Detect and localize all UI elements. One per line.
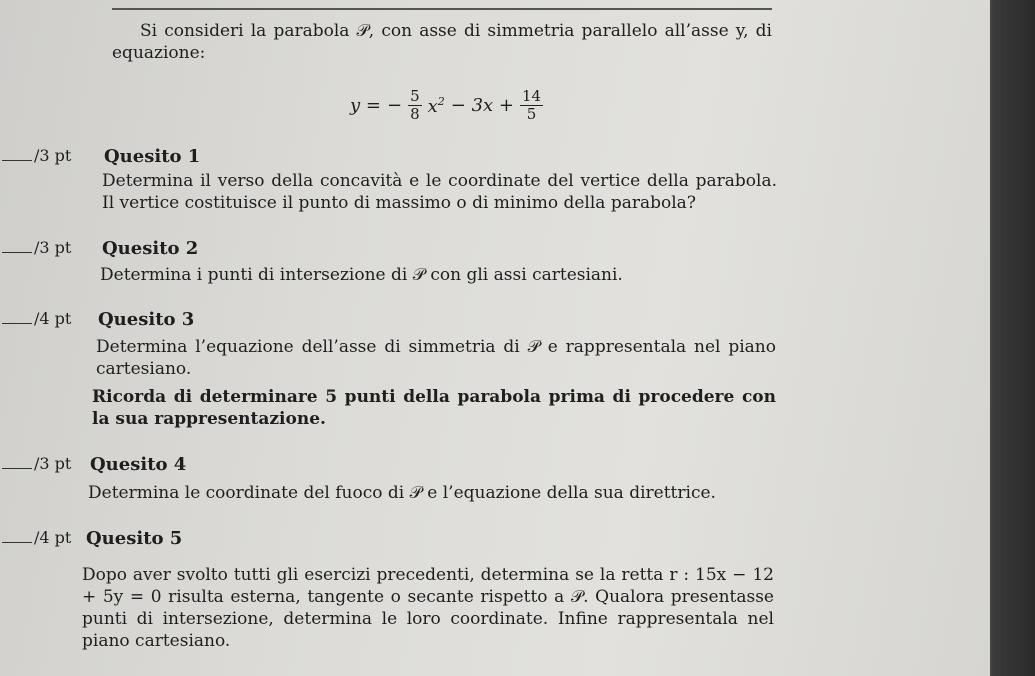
fraction-fourteen-fifths [520, 88, 543, 123]
score-blank [2, 160, 32, 161]
points-label: /4 pt [34, 528, 72, 547]
title-q4: Quesito 4 [90, 454, 187, 475]
parabola-equation [350, 88, 543, 123]
exponent: 2 [437, 94, 445, 108]
equation-middle: − 3x + [450, 95, 514, 116]
fraction-five-eighths [408, 88, 422, 123]
points-label: /4 pt [34, 309, 72, 328]
points-label: /3 pt [34, 146, 72, 165]
score-blank [2, 252, 32, 253]
title-q2: Quesito 2 [102, 238, 199, 259]
points-q5 [2, 528, 71, 547]
body-q3: Determina l’equazione dell’asse di simmetria di 𝒫 e rappresentala nel piano cartesiano. [96, 337, 776, 379]
title-q5: Quesito 5 [86, 528, 183, 549]
fraction-denominator: 8 [410, 105, 420, 123]
points-q4 [2, 454, 71, 473]
equation-lhs: y = [350, 95, 381, 116]
body-q1: Determina il verso della concavità e le coordinate del vertice della parabola. Il vertice costituisce il punto di massimo o di minimo della parabola? [102, 171, 777, 213]
equation-minus: − [386, 95, 403, 116]
fraction-denominator: 5 [526, 105, 537, 123]
top-rule [112, 8, 772, 10]
body-q4: Determina le coordinate del fuoco di 𝒫 e l’equazione della sua direttrice. [88, 483, 716, 503]
intro-text: Si consideri la parabola 𝒫, con asse di simmetria parallelo all’asse y, di equazione: [112, 21, 772, 63]
fraction-numerator: 14 [522, 87, 542, 105]
body-q2: Determina i punti di intersezione di 𝒫 con gli assi cartesiani. [100, 265, 623, 285]
score-blank [2, 323, 32, 324]
equation-x-squared [428, 95, 445, 117]
score-blank [2, 542, 32, 543]
fraction-numerator: 5 [410, 87, 420, 105]
points-q2 [2, 238, 71, 257]
points-label: /3 pt [34, 238, 72, 257]
title-q3: Quesito 3 [98, 309, 195, 330]
score-blank [2, 468, 32, 469]
body-q3-note: Ricorda di determinare 5 punti della parabola prima di procedere con la sua rappresentazione. [92, 387, 776, 429]
body-q5: Dopo aver svolto tutti gli esercizi precedenti, determina se la retta r : 15x − 12 + 5y = 0 risulta esterna, tangente o secante rispetto a 𝒫. Qualora presentasse punti di intersezione, determina le loro coordinate. Infine rappresentala nel piano cartesiano. [82, 565, 774, 651]
points-label: /3 pt [34, 454, 72, 473]
points-q3 [2, 309, 71, 328]
points-q1 [2, 146, 71, 165]
title-q1: Quesito 1 [104, 146, 201, 167]
x-variable: x [427, 95, 438, 117]
